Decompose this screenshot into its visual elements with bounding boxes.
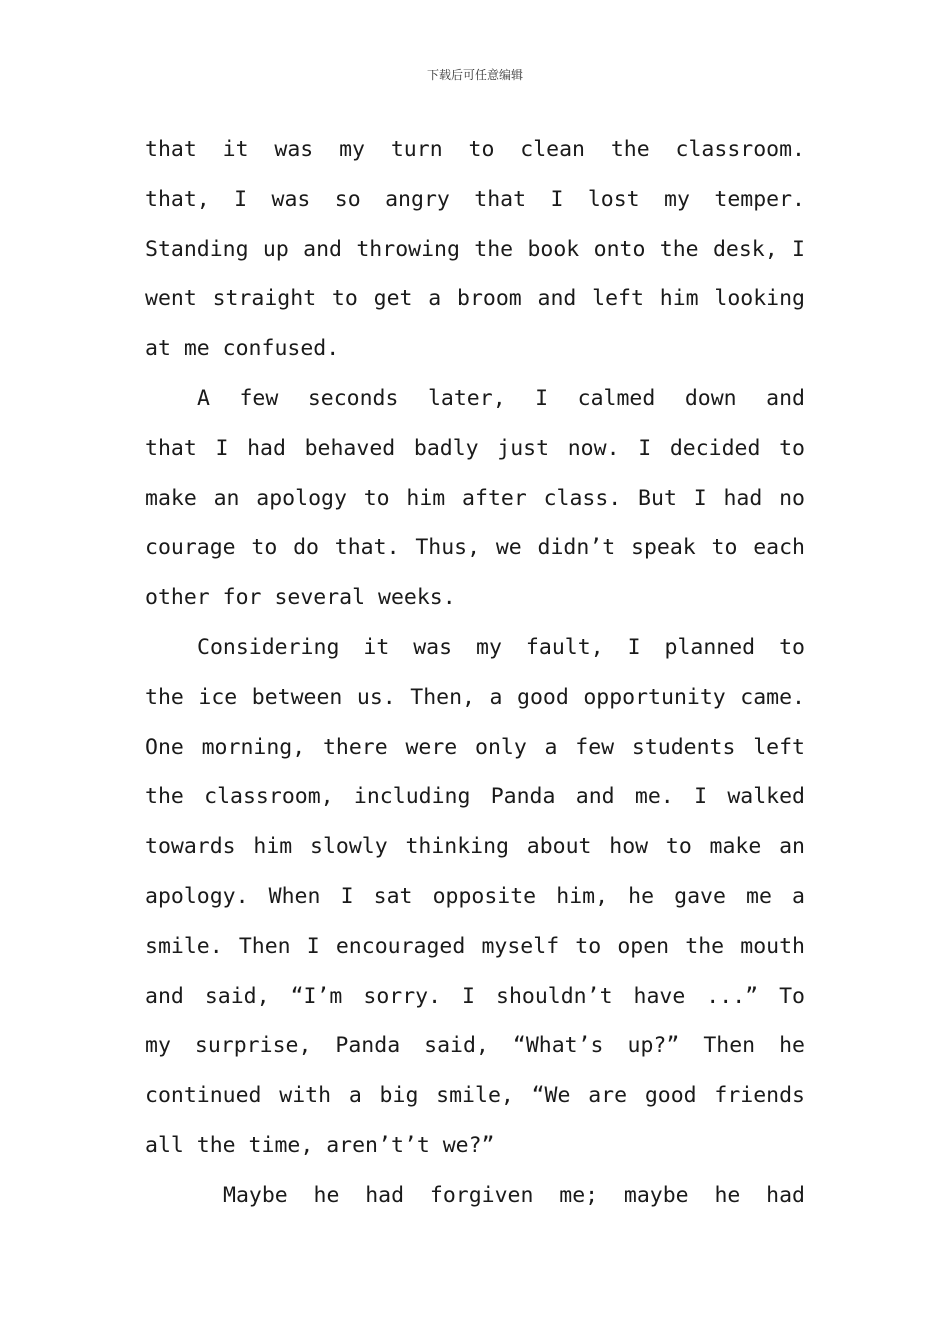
text-line: smile. Then I encouraged myself to open the mouth [145,933,805,959]
page-header: 下载后可任意编辑 [426,68,523,82]
text-line: the ice between us. Then, a good opportunity came. [145,684,805,710]
text-line: Considering it was my fault, I planned to [197,634,805,660]
text-line: continued with a big smile, “We are good friends [145,1083,805,1109]
text-line: courage to do that. Thus, we didn’t speak to each [145,535,805,561]
text-line: other for several weeks. [145,585,456,611]
text-line: and said, “I’m sorry. I shouldn’t have ...” To [145,983,805,1009]
text-line: Standing up and throwing the book onto the desk, I [145,236,805,262]
text-line: that it was my turn to clean the classroom. [145,137,805,162]
text-line: my surprise, Panda said, “What’s up?” Then he [145,1033,805,1059]
text-line: apology. When I sat opposite him, he gave me a [145,883,805,909]
text-line: went straight to get a broom and left him looking [145,286,805,312]
text-line: towards him slowly thinking about how to make an [145,834,805,860]
text-line: all the time, aren’t’t we?” [145,1132,495,1158]
text-line: the classroom, including Panda and me. I walked [145,784,805,810]
text-line: make an apology to him after class. But I had no [145,485,805,511]
text-line: A few seconds later, I calmed down and [197,385,805,411]
text-line: at me confused. [145,336,340,362]
text-line: that I had behaved badly just now. I decided to [145,435,805,461]
text-line: that, I was so angry that I lost my temper. [145,186,805,212]
text-line: Maybe he had forgiven me; maybe he had [223,1182,805,1208]
document-body [145,125,805,1221]
text-line: One morning, there were only a few students left [145,734,805,760]
